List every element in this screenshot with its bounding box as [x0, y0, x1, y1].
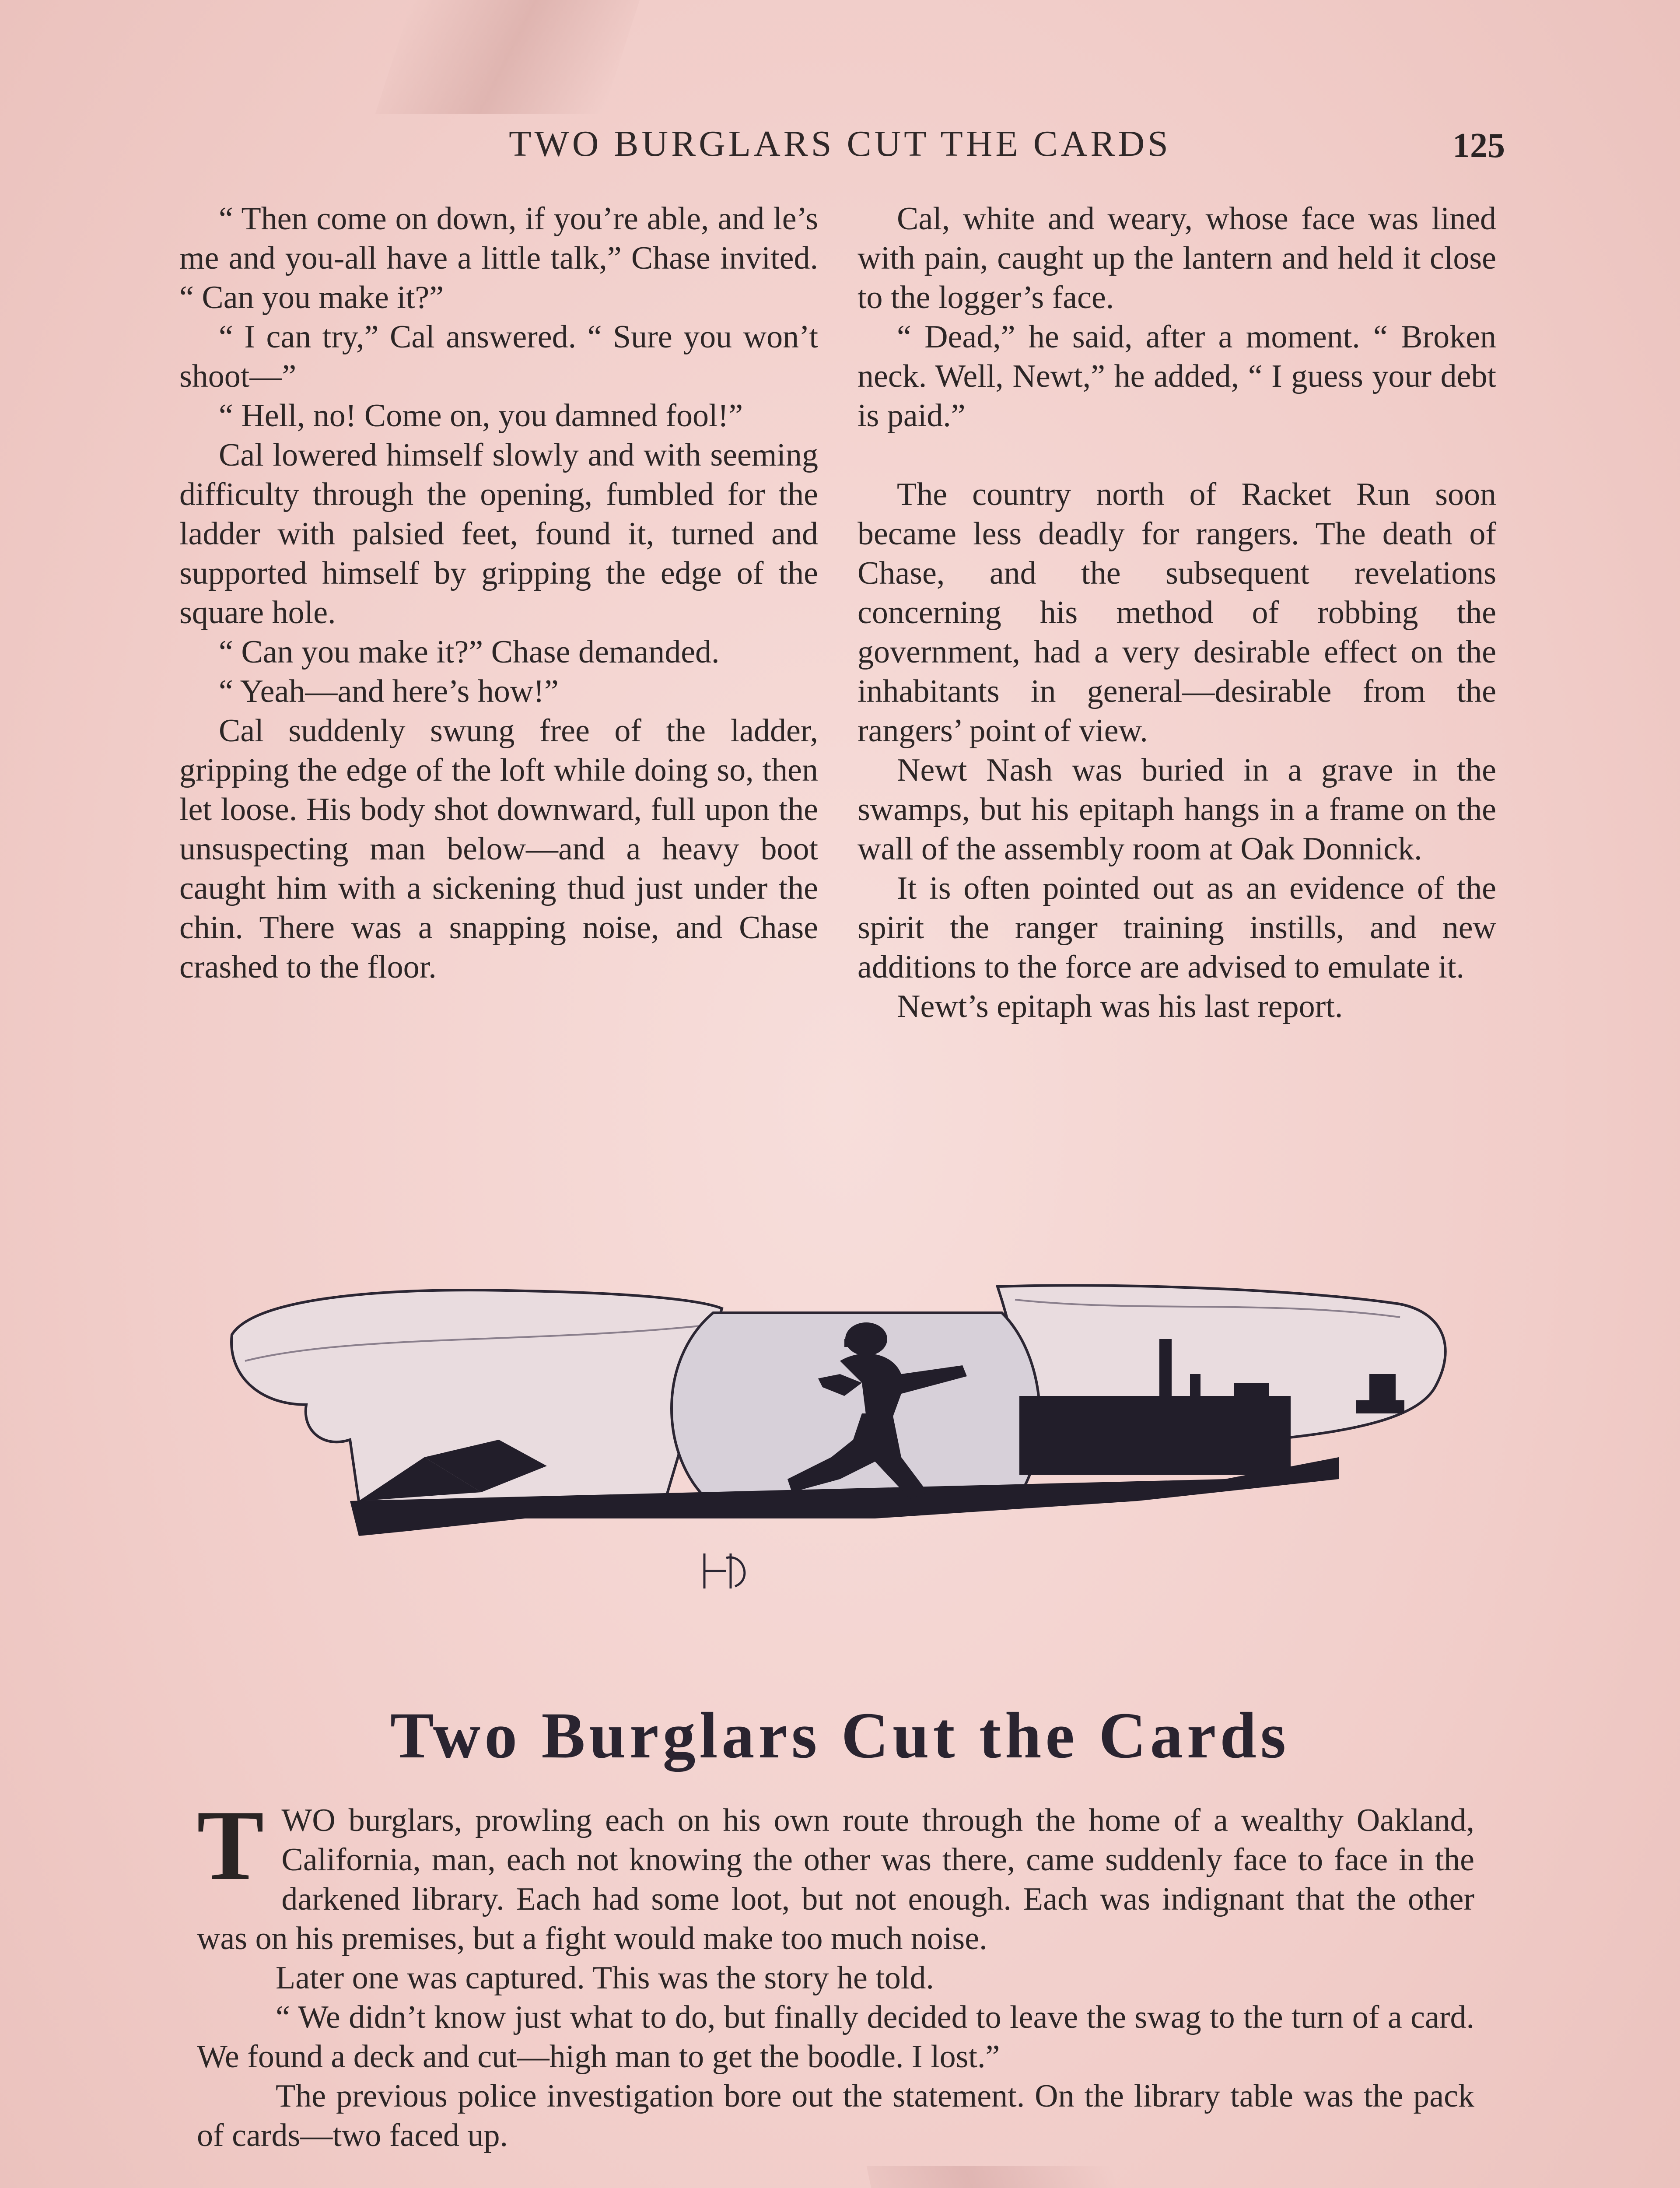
- left-column: [179, 199, 818, 987]
- page-number: 125: [1452, 126, 1505, 165]
- building-silhouette: [1019, 1396, 1291, 1475]
- paragraph: It is often pointed out as an evidence of the spirit the ranger training instills, and new additions to the force are advised to emulate it.: [858, 870, 1496, 985]
- paragraph: “ Hell, no! Come on, you damned fool!”: [219, 398, 743, 434]
- paragraph: The country north of Racket Run soon became less deadly for rangers. The death of Chase, and the subsequent revelations concerning his method of robbing the government, had a very desirable effect on the inhabitants in general—desirable from the rangers’ point of view.: [858, 477, 1496, 749]
- article-title: Two Burglars Cut the Cards: [390, 1699, 1290, 1772]
- artist-signature: [704, 1553, 745, 1588]
- first-paragraph-text: WO burglars, prowling each on his own route through the home of a wealthy Oakland, California, man, each not knowing the other was there, came suddenly face to face in the darkened library. Each had some loot, but not enough. Each was indignant that the other was on his premises, but a fight would make too much noise.: [197, 1802, 1474, 1957]
- paragraph: “ Dead,” he said, after a moment. “ Broken neck. Well, Newt,” he added, “ I guess your debt is paid.”: [858, 319, 1496, 434]
- paragraph: “ I can try,” Cal answered. “ Sure you won’t shoot—”: [179, 319, 818, 394]
- paragraph: Later one was captured. This was the story he told.: [276, 1960, 934, 1996]
- paragraph: Cal lowered himself slowly and with seeming difficulty through the opening, fumbled for the ladder with palsied feet, found it, turned and supported himself by gripping the edge of the square hole.: [179, 437, 818, 631]
- drop-cap: T: [197, 1789, 264, 1901]
- paragraph: Newt’s epitaph was his last report.: [897, 989, 1343, 1024]
- article-body: [197, 1789, 1474, 2155]
- paragraph: “ Can you make it?” Chase demanded.: [219, 634, 720, 670]
- paragraph: Newt Nash was buried in a grave in the swamps, but his epitaph hangs in a frame on the wall of the assembly room at Oak Donnick.: [858, 752, 1496, 867]
- paragraph: Cal, white and weary, whose face was lined with pain, caught up the lantern and held it close to the logger’s face.: [858, 201, 1496, 316]
- right-column: [858, 199, 1496, 1026]
- paragraph: “ Yeah—and here’s how!”: [219, 673, 559, 709]
- paragraph: “ Then come on down, if you’re able, and le’s me and you-all have a little talk,” Chase invited. “ Can you make it?”: [179, 201, 818, 316]
- story-end-illustration: [219, 1273, 1461, 1615]
- paragraph: Cal suddenly swung free of the ladder, gripping the edge of the loft while doing so, then let loose. His body shot downward, full upon the unsuspecting man below—and a heavy boot caught him with a sickening thud just under the chin. There was a snapping noise, and Chase crashed to the floor.: [179, 713, 818, 985]
- paragraph: “ We didn’t know just what to do, but finally decided to leave the swag to the turn of a card. We found a deck and cut—high man to get the boodle. I lost.”: [197, 1999, 1474, 2075]
- paragraph: The previous police investigation bore out the statement. On the library table was the pack of cards—two faced up.: [197, 2078, 1474, 2153]
- article-first-paragraph: [197, 1789, 1474, 1958]
- paper-tear-top: [375, 0, 640, 114]
- running-title: TWO BURGLARS CUT THE CARDS: [509, 123, 1171, 164]
